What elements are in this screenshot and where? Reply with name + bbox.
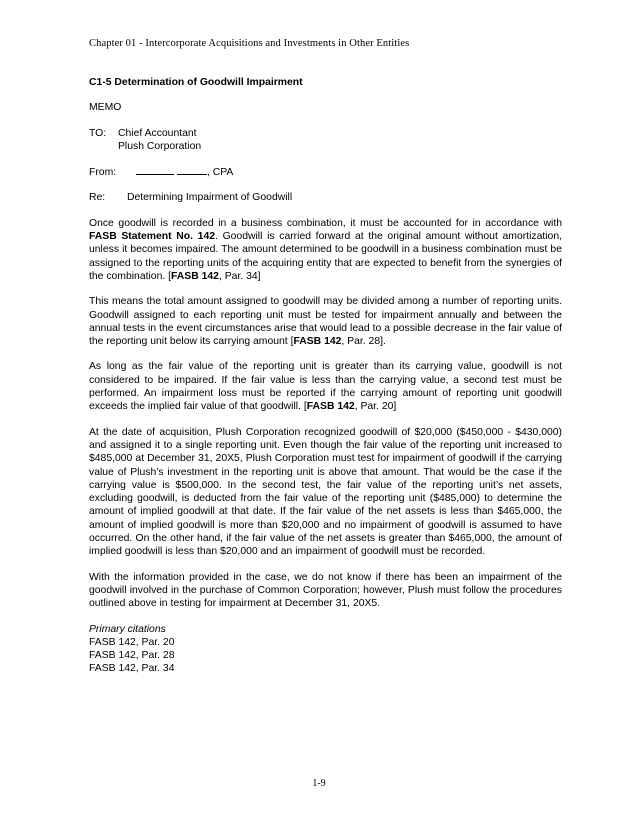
to-recipient: Chief Accountant [118,127,197,139]
re-subject: Determining Impairment of Goodwill [127,192,293,204]
re-label: Re: [89,192,106,204]
fasb-statement-reference: FASB Statement No. 142 [89,231,216,243]
re-line [89,191,562,204]
paragraph-3-text-c: , Par. 20] [354,401,397,413]
paragraph-1-text-c: . Goodwill is carried forward at the original amount without amortization, unless it becomes impaired. The amount determined to be goodwill in a business combination must be assigned to the reporting units of the acquiring entity that are expected to benefit from the synergies of the combination. [ [89,231,562,282]
to-line [89,127,562,140]
memo-body [89,76,562,676]
paragraph-2-text-c: , Par. 28]. [341,336,386,348]
from-line [89,165,562,179]
citations-title: Primary citations [89,623,166,635]
from-label: From: [89,167,117,179]
paragraph-1 [89,217,562,283]
citation-item: FASB 142, Par. 34 [89,663,175,675]
signature-blank-first [136,165,174,175]
signature-blank-last [177,165,207,175]
fasb-reference: FASB 142 [306,401,355,413]
paragraph-2-text-a: This means the total amount assigned to goodwill may be divided among a number of reporting units. Goodwill assigned to each reporting unit must be tested for impairment annually and between the annual tests in the event circumstances arise that would lead to a possible decrease in the fair value of the reporting unit below its carrying amount [ [89,296,562,348]
running-header: Chapter 01 - Intercorporate Acquisitions and Investments in Other Entities [89,38,410,49]
citation-item: FASB 142, Par. 28 [89,650,175,662]
paragraph-2 [89,295,562,348]
fasb-reference: FASB 142 [293,336,342,348]
paragraph-4: At the date of acquisition, Plush Corporation recognized goodwill of $20,000 ($450,000 - $430,000) and assigned it to a single reporting unit. Even though the fair value of the reporting unit increased to $485,000 at December 31, 20X5, Plush Corporation must test for impairment of goodwill if the carrying value of Plush’s investment in the reporting unit is above that amount. That would be the case if the carrying value is $500,000. In the second test, the fair value of the reporting unit’s net assets, excluding goodwill, is deducted from the fair value of the reporting unit ($485,000) to determine the amount of implied goodwill at that date. If the fair value of the net assets is less than $465,000, the amount of implied goodwill is more than $20,000 and no impairment of goodwill is assumed to have occurred. On the other hand, if the fair value of the net assets is greater than $465,000, the amount of implied goodwill is less than $20,000 and an impairment of goodwill must be recorded. [89,426,562,558]
fasb-reference: FASB 142 [171,270,219,282]
section-title: C1-5 Determination of Goodwill Impairment [89,77,303,88]
paragraph-1-text-a: Once goodwill is recorded in a business combination, it must be accounted for in accordance with [89,217,562,229]
paragraph-1-text-e: , Par. 34] [218,270,261,282]
page-number: 1-9 [312,778,326,789]
paragraph-3 [89,360,562,413]
paragraph-5: With the information provided in the case, we do not know if there has been an impairment of the goodwill involved in the purchase of Common Corporation; however, Plush must follow the procedures outlined above in testing for impairment at December 31, 20X5. [89,571,562,610]
to-company: Plush Corporation [118,140,202,152]
memo-heading: MEMO [89,102,122,114]
to-label: TO: [89,127,107,139]
citation-item: FASB 142, Par. 20 [89,636,175,648]
paragraph-3-text-a: As long as the fair value of the reporting unit is greater than its carrying value, goodwill is not considered to be impaired. If the fair value is less than the carrying value, a second test must be performed. An impairment loss must be reported if the carrying amount of reporting unit goodwill exceeds the implied fair value of that goodwill. [ [89,361,562,413]
from-suffix: , CPA [207,167,234,179]
